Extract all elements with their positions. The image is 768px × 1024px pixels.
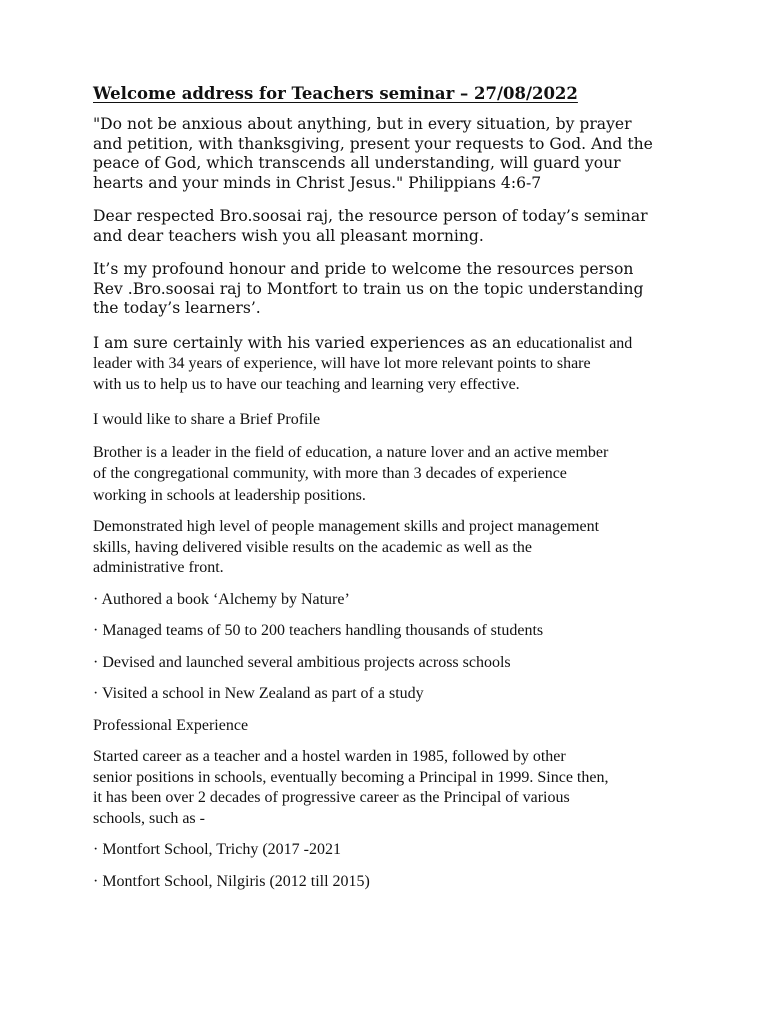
greeting-paragraph: Dear respected Bro.soosai raj, the resource person of today’s seminar and dear teachers wish you all pleasant morning. bbox=[93, 207, 648, 245]
experience-paragraph bbox=[93, 333, 683, 396]
professional-heading: Professional Experience bbox=[93, 716, 249, 734]
bible-quote: "Do not be anxious about anything, but in every situation, by prayer and petition, with thanksgiving, present your requests to God. And the peace of God, which transcends all understanding, will guard your hearts and your minds in Christ Jesus." Philippians 4:6-7 bbox=[93, 115, 653, 192]
bullet-item: · Managed teams of 50 to 200 teachers handling thousands of students bbox=[93, 622, 544, 639]
document-title: Welcome address for Teachers seminar – 27/08/2022 bbox=[93, 84, 578, 103]
profile-paragraph-2: Demonstrated high level of people management skills and project management skills, having delivered visible results on the academic as well as the administrative front. bbox=[93, 518, 600, 576]
experience-lead: I am sure certainly with his varied experiences as an bbox=[93, 333, 517, 352]
school-item: · Montfort School, Nilgiris (2012 till 2015) bbox=[93, 872, 370, 890]
school-item: · Montfort School, Trichy (2017 -2021 bbox=[93, 841, 341, 858]
profile-intro: I would like to share a Brief Profile bbox=[93, 411, 321, 428]
bullet-item: · Authored a book ‘Alchemy by Nature’ bbox=[93, 590, 350, 608]
profile-paragraph-1: Brother is a leader in the field of education, a nature lover and an active member of the congregational community, with more than 3 decades of experience working in schools at leadership positions. bbox=[93, 443, 609, 504]
bullet-item: · Devised and launched several ambitious projects across schools bbox=[93, 653, 511, 671]
bullet-item: · Visited a school in New Zealand as part of a study bbox=[93, 685, 424, 702]
welcome-paragraph: It’s my profound honour and pride to welcome the resources person Rev .Bro.soosai raj to Montfort to train us on the topic understanding the today’s learners’. bbox=[93, 260, 644, 317]
experience-rest: educationalist and leader with 34 years of experience, will have lot more relevant points to share with us to help us to have our teaching and learning very effective. bbox=[93, 334, 633, 393]
document-page bbox=[93, 84, 683, 903]
professional-paragraph: Started career as a teacher and a hostel warden in 1985, followed by other senior positions in schools, eventually becoming a Principal in 1999. Since then, it has been over 2 decades of progressive career as the Principal of various schools, such as - bbox=[93, 748, 609, 827]
